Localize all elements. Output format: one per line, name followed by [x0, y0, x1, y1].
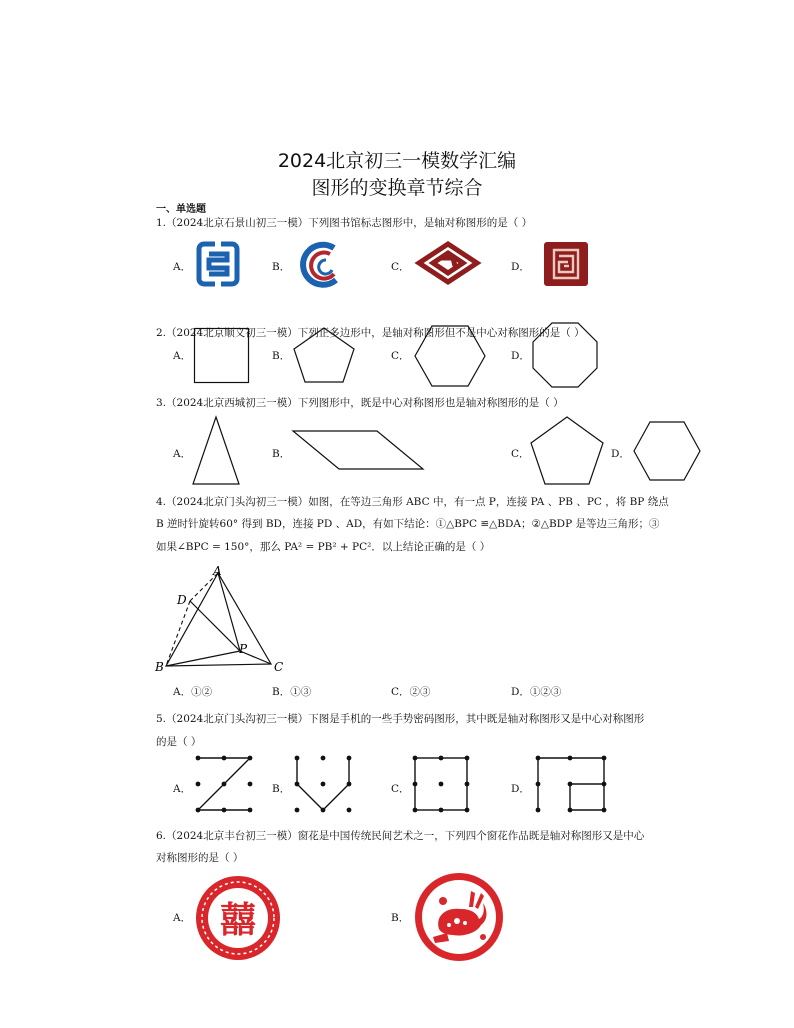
pentagon-shape	[292, 326, 356, 384]
q3-option-c[interactable]: C．	[511, 448, 530, 460]
q4-option-b[interactable]: B．①③	[272, 686, 312, 698]
library-logo-a-icon	[195, 240, 241, 288]
paper-cut-double-happiness	[194, 874, 282, 962]
label-a: A	[213, 564, 222, 578]
q6-line2: 对称图形的是（ ）	[156, 852, 244, 864]
q3-option-a[interactable]: A．	[173, 448, 192, 460]
page-subtitle: 图形的变换章节综合	[311, 177, 483, 199]
q3-option-b[interactable]: B．	[272, 448, 291, 460]
hexagon-shape-q3	[633, 421, 701, 481]
q4-option-d[interactable]: D．①②③	[511, 686, 562, 698]
q6-option-b[interactable]: B．	[391, 912, 410, 924]
q5-option-b[interactable]: B．	[272, 783, 291, 795]
label-c: C	[274, 660, 284, 674]
q1-option-c[interactable]: C．	[391, 261, 410, 273]
page-title: 2024北京初三一模数学汇编	[277, 150, 517, 172]
library-logo-d-icon	[542, 240, 590, 288]
q1-option-a[interactable]: A．	[173, 261, 192, 273]
label-d: D	[177, 593, 187, 607]
q5-line2: 的是（ ）	[156, 736, 202, 748]
q5-option-a[interactable]: A．	[173, 783, 192, 795]
q4-option-a[interactable]: A．①②	[173, 686, 213, 698]
q6-option-a[interactable]: A．	[173, 912, 192, 924]
q4-line3: 如果∠BPC = 150°，那么 PA² = PB² + PC²．以上结论正确的是（ ）	[156, 541, 491, 553]
q2-option-a[interactable]: A．	[173, 350, 192, 362]
q1-option-b[interactable]: B．	[272, 261, 291, 273]
label-b: B	[155, 660, 164, 674]
pentagon-shape-q3	[530, 416, 604, 486]
q4-line2: B 逆时针旋转60° 得到 BD，连接 PD 、AD，有如下结论：①△BPC ≌△BDA；②△BDP 是等边三角形；③	[156, 518, 660, 530]
q3-stem: 3.（2024北京西城初三一模）下列图形中，既是中心对称图形也是轴对称图形的是（ ）	[156, 397, 564, 409]
hexagon-shape	[414, 325, 486, 387]
q5-option-c[interactable]: C．	[391, 783, 410, 795]
q1-option-d[interactable]: D．	[511, 261, 530, 273]
q5-line1: 5.（2024北京门头沟初三一模）下图是手机的一些手势密码图形，其中既是轴对称图形又是中心对称图形	[156, 713, 645, 725]
gesture-pattern-d	[530, 754, 610, 816]
parallelogram-shape	[292, 430, 424, 470]
q6-line1: 6.（2024北京丰台初三一模）窗花是中国传统民间艺术之一，下列四个窗花作品既是轴对称图形又是中心	[156, 830, 645, 842]
library-logo-b-icon	[296, 240, 342, 288]
q4-option-c[interactable]: C．②③	[391, 686, 431, 698]
q2-option-c[interactable]: C．	[391, 350, 410, 362]
label-p: P	[239, 642, 248, 656]
paper-cut-rabbit	[413, 871, 505, 963]
section-heading: 一、单选题	[156, 204, 206, 215]
q1-stem: 1.（2024北京石景山初三一模）下列图书馆标志图形中，是轴对称图形的是（ ）	[156, 217, 533, 229]
q4-line1: 4.（2024北京门头沟初三一模）如图，在等边三角形 ABC 中，有一点 P，连接 PA 、PB 、PC ，将 BP 绕点	[156, 496, 669, 508]
library-logo-c-icon	[415, 240, 481, 286]
q2-option-b[interactable]: B．	[272, 350, 291, 362]
q2-option-d[interactable]: D．	[511, 350, 530, 362]
isosceles-triangle-shape	[192, 416, 240, 486]
gesture-pattern-c	[411, 754, 481, 816]
q5-option-d[interactable]: D．	[511, 783, 530, 795]
double-happiness-char: 囍	[219, 899, 257, 941]
triangle-abc-figure	[150, 560, 290, 680]
square-shape	[194, 328, 250, 384]
gesture-pattern-a	[190, 754, 260, 816]
gesture-pattern-b	[293, 754, 363, 816]
octagon-shape	[532, 322, 598, 388]
q2-stem: 2.（2024北京顺义初三一模）下列正多边形中，是轴对称图形但不是中心对称图形的是（ ）	[156, 327, 585, 339]
q3-option-d[interactable]: D．	[611, 448, 630, 460]
